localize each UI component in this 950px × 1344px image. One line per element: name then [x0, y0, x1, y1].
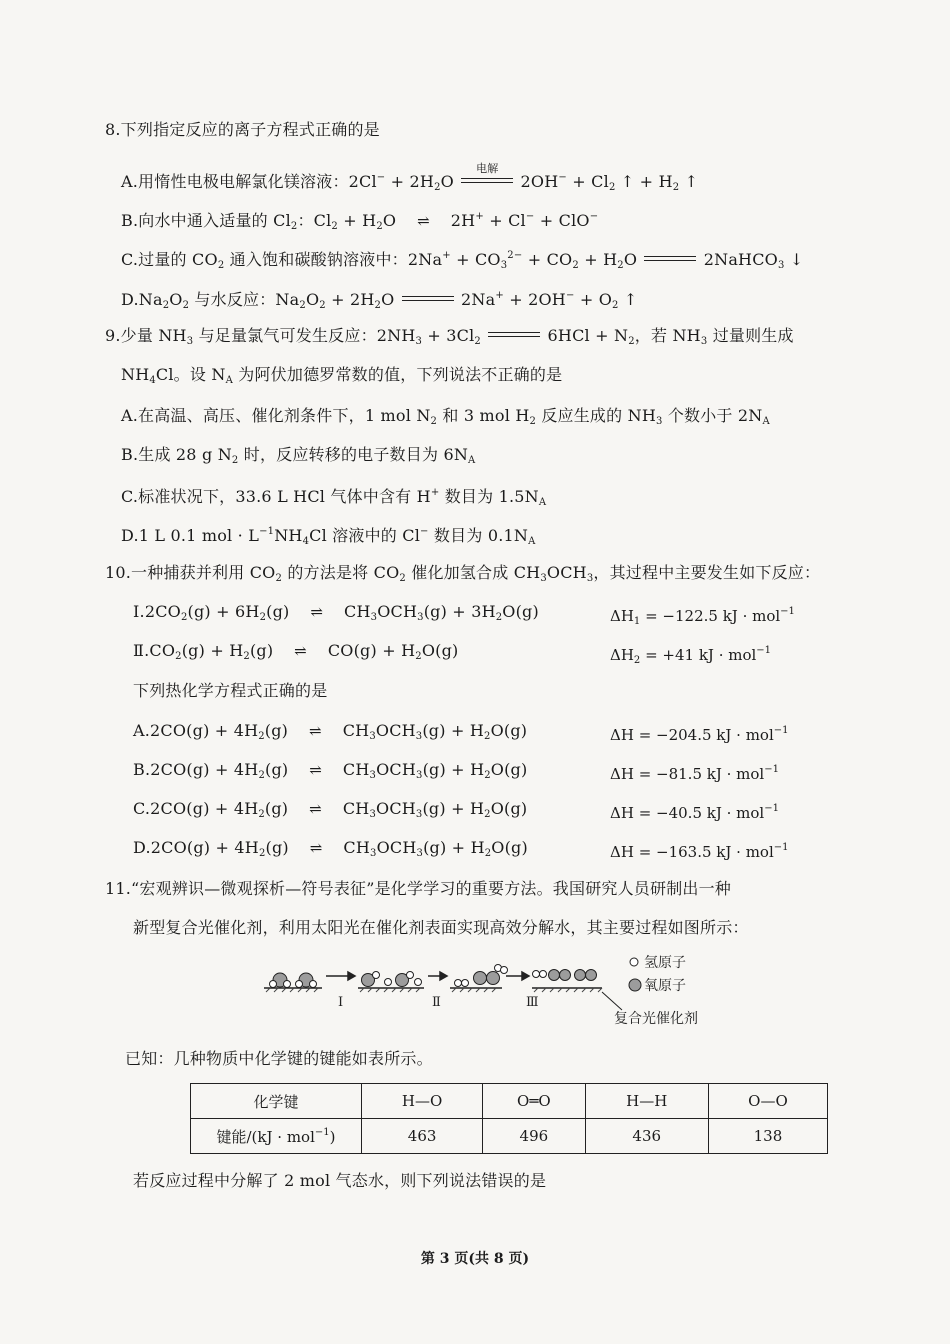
q10-stem: 10.一种捕获并利用 $CO_2$ 的方法是将 $CO_2$ 催化加氢合成 $CH_3OCH_3$，其过程中主要发生如下反应：	[105, 563, 821, 584]
legend-oxygen: 氧原子	[644, 978, 686, 994]
table-header: O—O	[708, 1084, 827, 1119]
q10-option-b-enthalpy: ΔH = −81.5 kJ · mol$^{-1}$	[610, 764, 779, 783]
q11-stem-line1: 11.“宏观辨识—微观探析—符号表征”是化学学习的重要方法。我国研究人员研制出一种	[105, 879, 732, 898]
page-footer: 第 3 页(共 8 页)	[420, 1251, 530, 1267]
q9-option-d: D.1 L 0.1 mol · $L^{-1}NH_4Cl$ 溶液中的 Cl− 数目为 $0.1N_A$	[121, 526, 536, 547]
oxygen-atom-icon	[629, 979, 641, 991]
q10-option-c: $C.2CO(g) + 4H_2(g)$ ⇌ $CH_3OCH_3(g) + H_2O(g)$	[133, 799, 528, 820]
q11-stem-line2: 新型复合光催化剂，利用太阳光在催化剂表面实现高效分解水，其主要过程如图所示：	[133, 918, 749, 937]
table-header: H—O	[362, 1084, 483, 1119]
bond-energy-table	[190, 1083, 828, 1154]
table-header: O═O	[483, 1084, 585, 1119]
q10-sub-stem: 下列热化学方程式正确的是	[133, 681, 328, 700]
q8-option-a: A.用惰性电极电解氯化镁溶液：$2Cl^- + 2H_2O$ 电解 $2OH^- + Cl_2$ ↑ + $H_2$ ↑	[121, 162, 699, 193]
q10-reaction-1: $Ⅰ.2CO_2(g) + 6H_2(g)$ ⇌ $CH_3OCH_3(g) + 3H_2O(g)$	[133, 602, 539, 623]
water-splitting-diagram	[262, 948, 722, 1026]
table-header: H—H	[585, 1084, 708, 1119]
step-1-label: Ⅰ	[338, 995, 344, 1010]
q8-option-d: $D.Na_2O_2$ 与水反应：$Na_2O_2 + 2H_2O$ $2Na^+ + 2OH^- + O_2$ ↑	[121, 290, 638, 311]
table-row-label: 键能/(kJ · mol$^{-1}$)	[191, 1119, 362, 1154]
q10-option-d: $D.2CO(g) + 4H_2(g)$ ⇌ $CH_3OCH_3(g) + H_2O(g)$	[133, 838, 528, 859]
q10-reaction-2: $Ⅱ.CO_2(g) + H_2(g)$ ⇌ $CO(g) + H_2O(g)$	[133, 641, 459, 662]
legend-hydrogen: 氢原子	[644, 955, 686, 971]
q10-reaction-2-enthalpy: $\Delta H_2 = +41$ kJ · mol$^{-1}$	[610, 645, 772, 666]
q8-option-b: B.向水中通入适量的 $Cl_2$：$Cl_2 + H_2O$ ⇌ 2H+ + Cl− + ClO−	[121, 211, 599, 232]
q9-stem-line2: $NH_4Cl$。设 $N_A$ 为阿伏加德罗常数的值，下列说法不正确的是	[121, 365, 563, 386]
q9-stem-line1: 9.少量 $NH_3$ 与足量氯气可发生反应：$2NH_3 + 3Cl_2$ $6HCl + N_2$，若 $NH_3$ 过量则生成	[105, 326, 794, 347]
q11-known: 已知：几种物质中化学键的键能如表所示。	[125, 1049, 433, 1068]
step-3-label: Ⅲ	[526, 995, 539, 1010]
hydrogen-atom-icon	[630, 958, 638, 966]
table-header: 化学键	[191, 1084, 362, 1119]
q10-option-b: $B.2CO(g) + 4H_2(g)$ ⇌ $CH_3OCH_3(g) + H_2O(g)$	[133, 760, 528, 781]
q10-option-c-enthalpy: ΔH = −40.5 kJ · mol$^{-1}$	[610, 803, 779, 822]
q8-stem: 8.下列指定反应的离子方程式正确的是	[105, 120, 380, 139]
step-2-label: Ⅱ	[432, 995, 441, 1010]
q10-option-a-enthalpy: ΔH = −204.5 kJ · mol$^{-1}$	[610, 725, 789, 744]
q10-option-d-enthalpy: ΔH = −163.5 kJ · mol$^{-1}$	[610, 842, 789, 861]
table-cell: 496	[483, 1119, 585, 1154]
q9-option-a: A.在高温、高压、催化剂条件下，1 mol $N_2$ 和 3 mol $H_2$ 反应生成的 $NH_3$ 个数小于 $2N_A$	[121, 406, 770, 427]
q8-option-c: C.过量的 $CO_2$ 通入饱和碳酸钠溶液中：$2Na^+ + CO_3^{2-} + CO_2 + H_2O$ 2NaHCO$_3$ ↓	[121, 250, 804, 271]
q10-reaction-1-enthalpy: $\Delta H_1 = -122.5$ kJ · mol$^{-1}$	[610, 606, 795, 627]
q9-option-b: B.生成 28 g $N_2$ 时，反应转移的电子数目为 $6N_A$	[121, 445, 476, 466]
q11-tail: 若反应过程中分解了 2 mol 气态水，则下列说法错误的是	[133, 1171, 547, 1190]
catalyst-label: 复合光催化剂	[614, 1011, 698, 1026]
table-cell: 138	[708, 1119, 827, 1154]
table-cell: 463	[362, 1119, 483, 1154]
q10-option-a: $A.2CO(g) + 4H_2(g)$ ⇌ $CH_3OCH_3(g) + H_2O(g)$	[133, 721, 528, 742]
table-cell: 436	[585, 1119, 708, 1154]
q9-option-c: C.标准状况下，33.6 L HCl 气体中含有 H+ 数目为 $1.5N_A$	[121, 487, 547, 508]
